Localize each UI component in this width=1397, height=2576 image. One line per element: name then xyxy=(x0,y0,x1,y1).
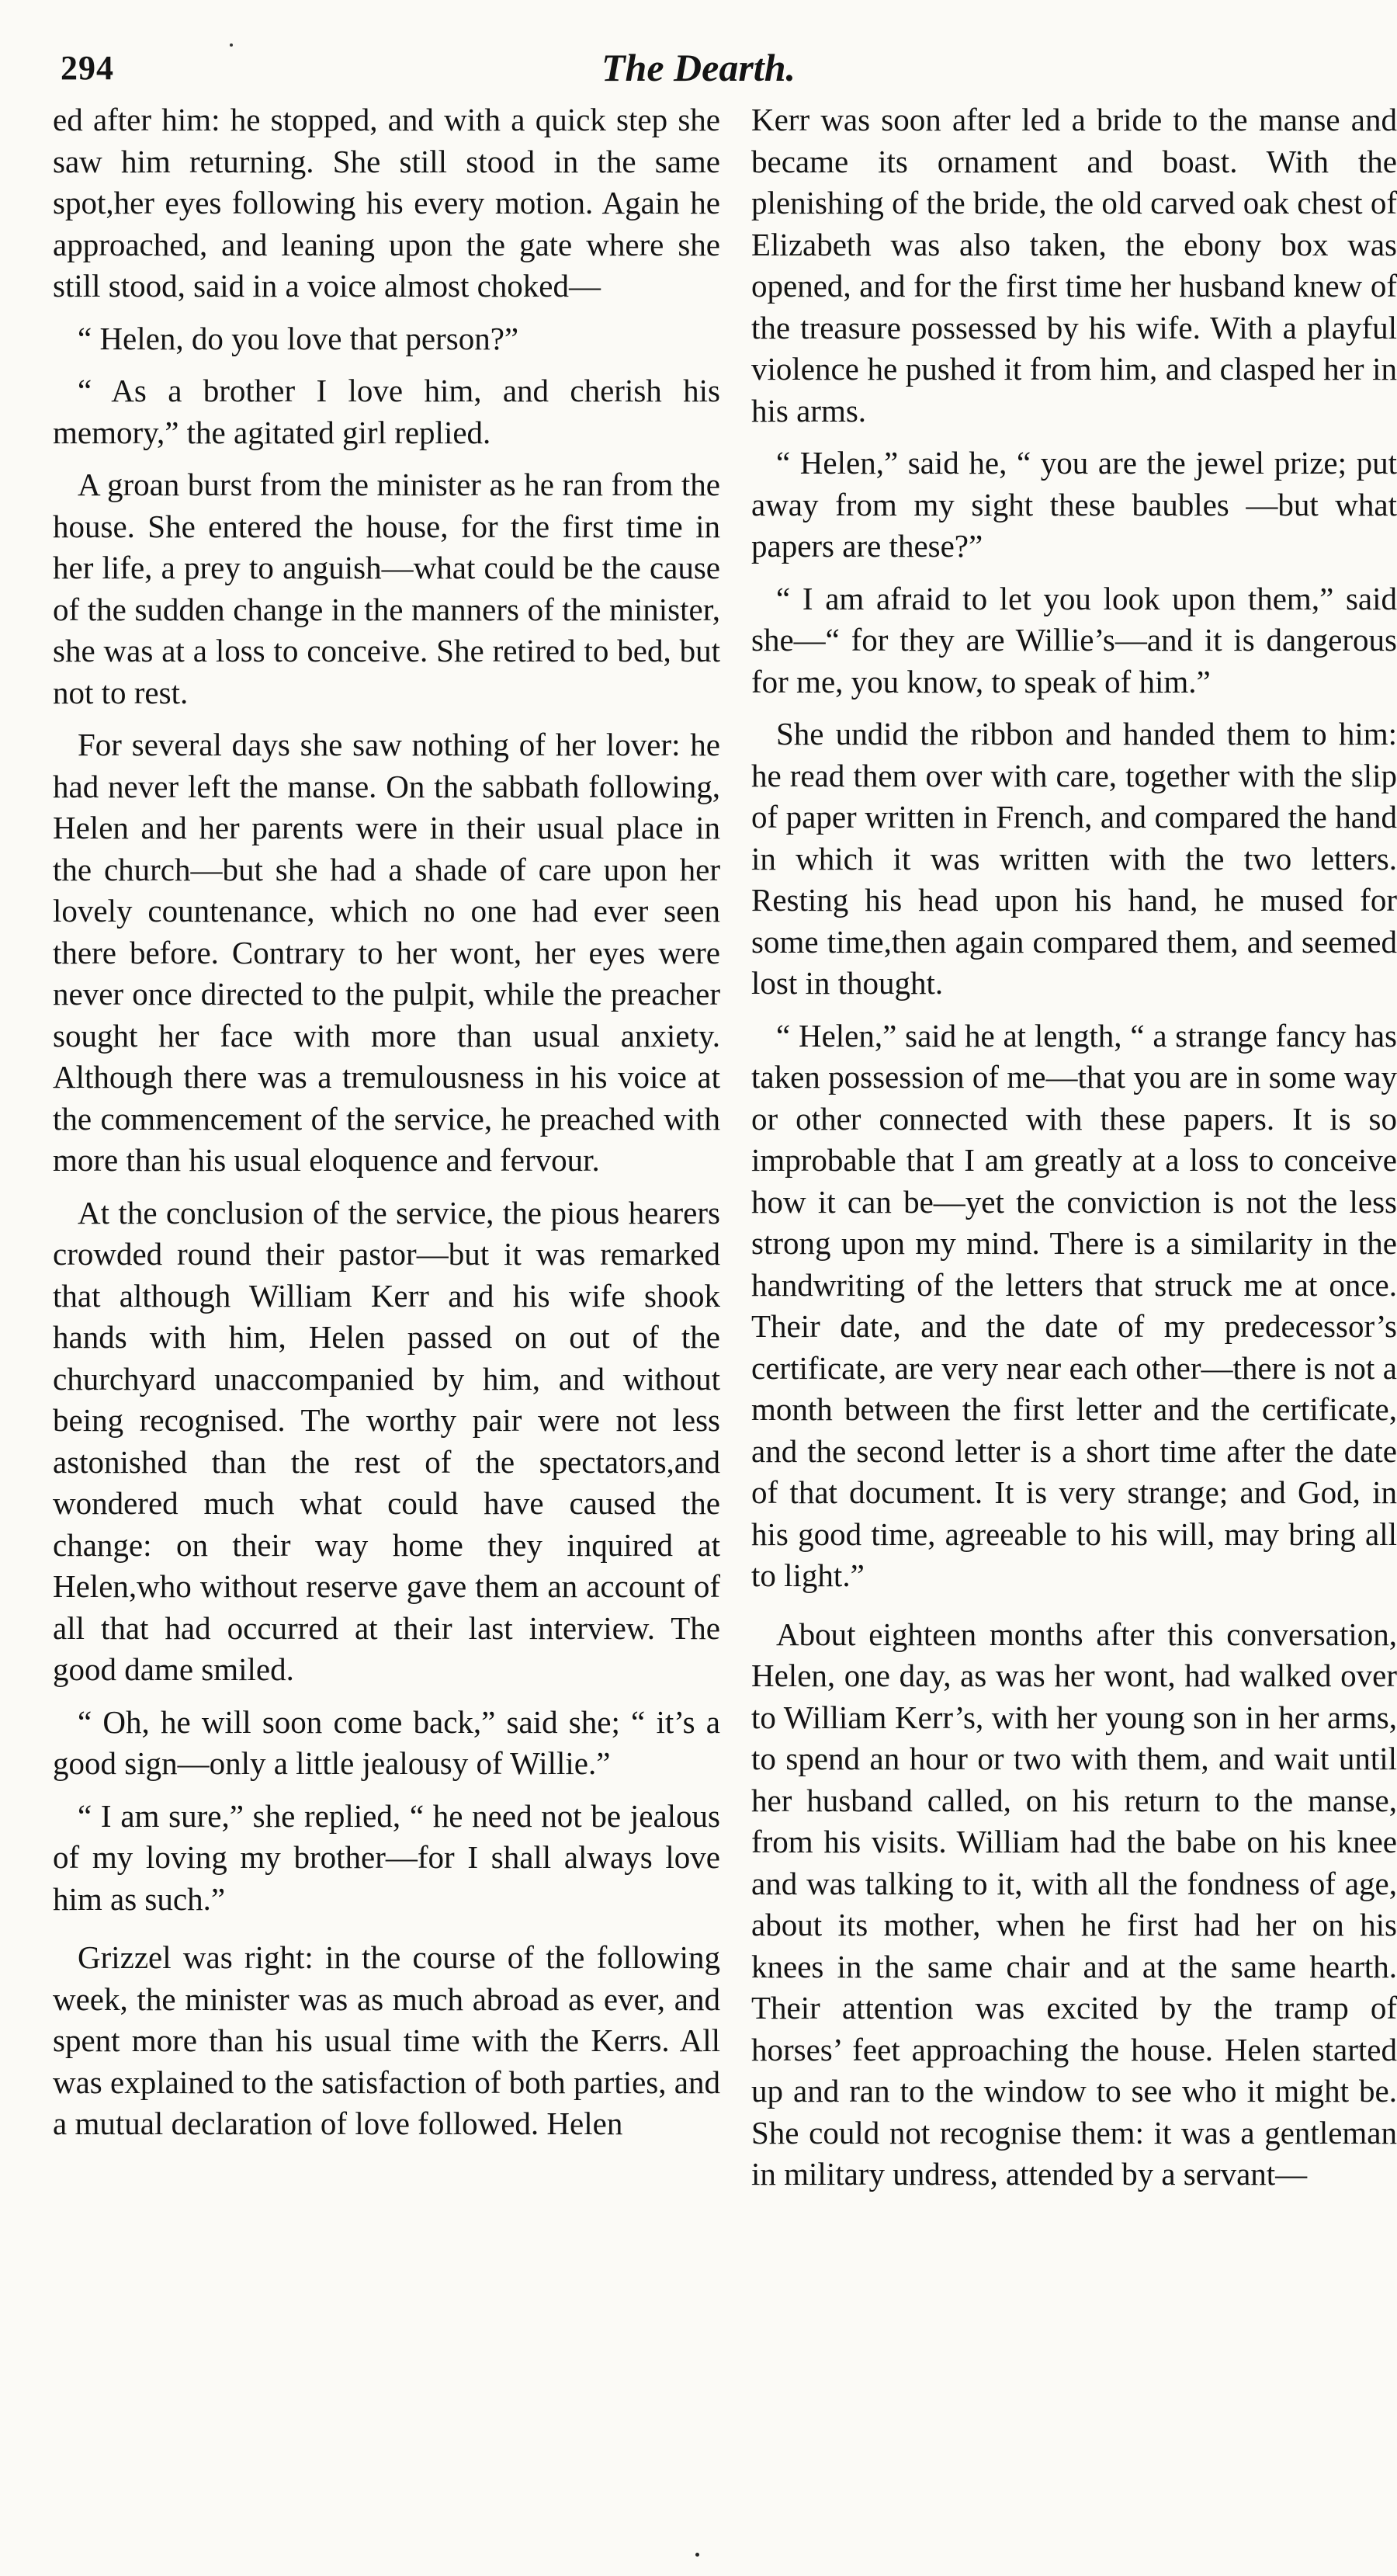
left-column xyxy=(53,99,720,2514)
paragraph: A groan burst from the minister as he ran from the house. She entered the house, for the first time in her life, a prey to anguish—what could be the cause of the sudden change in the manners of the minister, she was at a loss to conceive. She retired to bed, but not to rest. xyxy=(53,467,720,710)
paragraph: At the conclusion of the service, the pious hearers crowded round their pastor—but it was remarked that although William Kerr and his wife shook hands with him, Helen passed on out of the churchyard unaccompanied by him, and without being recognised. The worthy pair were not less astonished than the rest of the spectators,and wondered much what could have caused the change: on their way home they inquired at Helen,who without reserve gave them an account of all that had occurred at their last interview. The good dame smiled. xyxy=(53,1194,720,1687)
paragraph: “ Helen,” said he, “ you are the jewel prize; put away from my sight these baubles —but what papers are these?” xyxy=(751,445,1397,564)
running-title: The Dearth. xyxy=(601,46,796,89)
paragraph: About eighteen months after this conversation, Helen, one day, as was her wont, had walked over to William Kerr’s, with her young son in her arms, to spend an hour or two with them, and wait until her husband called, on his return to the manse, from his visits. William had the babe on his knee and was talking to it, with all the fondness of age, about its mother, when he first had her on his knees in the same chair and at the same hearth. Their attention was excited by the tramp of horses’ feet approaching the house. Helen started up and ran to the window to see who it might be. She could not recognise them: it was a gentleman in military undress, attended by a servant— xyxy=(751,1616,1397,2192)
paragraph: “ I am sure,” she replied, “ he need not be jealous of my loving my brother—for I shall always love him as such.” xyxy=(53,1797,720,1917)
paragraph: ed after him: he stopped, and with a quick step she saw him returning. She still stood in the same spot,her eyes following his every motion. Again he approached, and leaning upon the gate where she still stood, said in a voice almost choked— xyxy=(53,102,720,304)
print-speck xyxy=(695,2553,699,2557)
right-column xyxy=(751,99,1397,2514)
paragraph: For several days she saw nothing of her lover: he had never left the manse. On the sabbath following, Helen and her parents were in their usual place in the church—but she had a shade of care upon her lovely countenance, which no one had ever seen there before. Contrary to her wont, her eyes were never once directed to the pulpit, while the preacher sought her face with more than usual anxiety. Although there was a tremulousness in his voice at the commencement of the service, he preached with more than his usual eloquence and fervour. xyxy=(53,727,720,1178)
paragraph: “ I am afraid to let you look upon them,” said she—“ for they are Willie’s—and it is dangerous for me, you know, to speak of him.” xyxy=(751,580,1397,700)
paragraph: “ Helen, do you love that person?” xyxy=(78,320,519,356)
paragraph: She undid the ribbon and handed them to him: he read them over with care, together with the slip of paper written in French, and compared the hand in which it was written with the two letters. Resting his head upon his hand, he mused for some time,then again compared them, and seemed lost in thought. xyxy=(751,716,1397,1001)
paragraph: “ Oh, he will soon come back,” said she; “ it’s a good sign—only a little jealousy of Willie.” xyxy=(53,1703,720,1781)
paragraph: Kerr was soon after led a bride to the manse and became its ornament and boast. With the plenishing of the bride, the old carved oak chest of Elizabeth was also taken, the ebony box was opened, and for the first time her husband knew of the treasure possessed by his wife. With a playful violence he pushed it from him, and clasped her in his arms. xyxy=(751,102,1397,429)
paragraph: “ As a brother I love him, and cherish his memory,” the agitated girl replied. xyxy=(53,373,720,450)
paragraph: “ Helen,” said he at length, “ a strange fancy has taken possession of me—that you are in some way or other connected with these papers. It is so improbable that I am greatly at a loss to conceive how it can be—yet the conviction is not the less strong upon my mind. There is a similarity in the handwriting of the letters that struck me at once. Their date, and the date of my predecessor’s certificate, are very near each other—there is not a month between the first letter and the certificate, and the second letter is a short time after the date of that document. It is very strange; and God, in his good time, agreeable to his will, may bring all to light.” xyxy=(751,1017,1397,1593)
paragraph: Grizzel was right: in the course of the following week, the minister was as much abroad as ever, and spent more than his usual time with the Kerrs. All was explained to the satisfaction of both parties, and a mutual declaration of love followed. Helen xyxy=(53,1939,720,2141)
page-number: 294 xyxy=(61,49,114,87)
